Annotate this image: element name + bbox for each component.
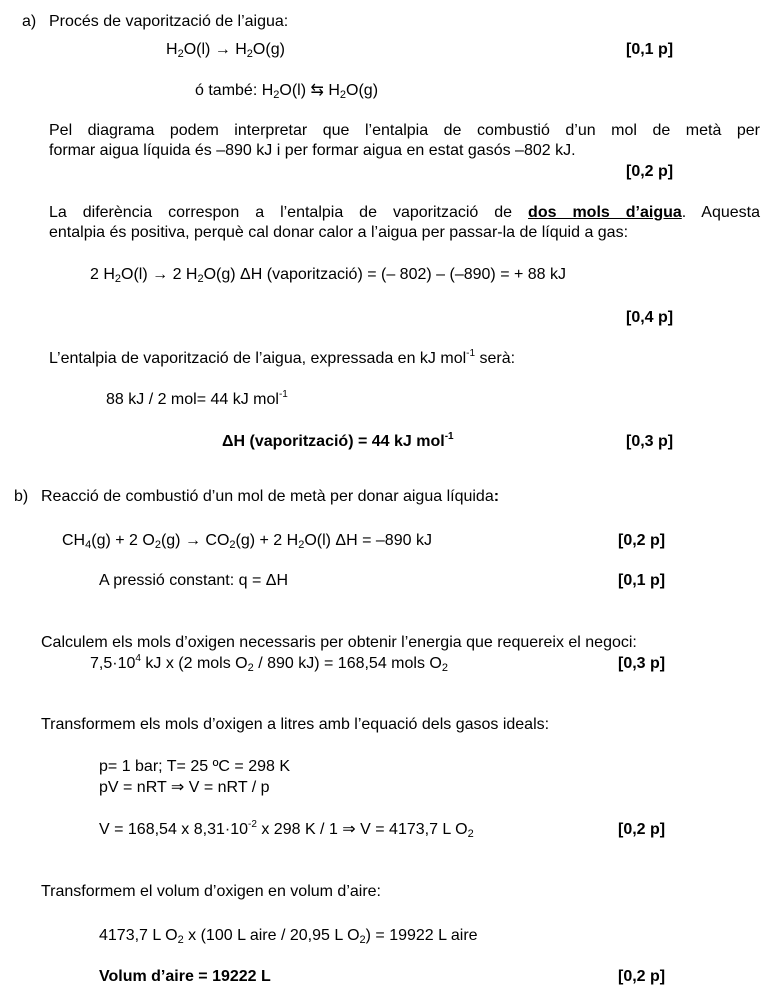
result-air-volume: Volum d’aire = 19222 L bbox=[99, 968, 271, 985]
points-badge: [0,3 p] bbox=[626, 433, 674, 450]
paragraph-line: Calculem els mols d’oxigen necessaris per obtenir l’energia que requereix el negoci: bbox=[41, 634, 637, 651]
paragraph-line: La diferència correspon a l’entalpia de vaporització de dos mols d’aigua. Aquesta bbox=[49, 204, 761, 221]
equation-vaporization-alt: ó també: $H_2O(l)$ ⇆ $H_2O(g)$ bbox=[195, 82, 379, 101]
section-a-heading: Procés de vaporització de l’aigua: bbox=[49, 13, 289, 30]
paragraph-line: Transformem els mols d’oxigen a litres amb l’equació dels gasos ideals: bbox=[41, 716, 550, 733]
ideal-gas-line: pV = nRT ⇒ V = nRT / p bbox=[99, 779, 270, 796]
section-b-heading: Reacció de combustió d’un mol de metà per donar aigua líquida: bbox=[41, 488, 500, 505]
paragraph-line: L’entalpia de vaporització de l’aigua, expressada en kJ mol$^{-1}$ serà: bbox=[49, 348, 516, 367]
paragraph-line: Pel diagrama podem interpretar que l’entalpia de combustió d’un mol de metà per bbox=[49, 122, 760, 139]
points-badge: [0,1 p] bbox=[618, 572, 666, 589]
underlined-term: dos mols d’aigua bbox=[528, 204, 682, 221]
section-a-label: a) bbox=[22, 13, 37, 30]
points-badge: [0,2 p] bbox=[618, 968, 666, 985]
equation-vaporization: $H_2O(l) \to H_2O(g)$ bbox=[166, 41, 285, 60]
points-badge: [0,2 p] bbox=[618, 821, 666, 838]
paragraph-line: entalpia és positiva, perquè cal donar calor a l’aigua per passar-la de líquid a gas: bbox=[49, 224, 629, 241]
equation-enthalpy-difference: 2 $H_2O(l) \to 2$ $H_2O(g)$ ΔH (vaporització) = (– 802) – (–890) = + 88 kJ bbox=[90, 266, 567, 285]
calculation-line: 88 kJ / 2 mol= 44 kJ mol$^{-1}$ bbox=[106, 389, 288, 408]
paragraph-line: formar aigua líquida és –890 kJ i per formar aigua en estat gasós –802 kJ. bbox=[49, 142, 576, 159]
pressure-line: A pressió constant: q = ΔH bbox=[99, 572, 289, 589]
equation-combustion: $CH_4(g) + 2$ $O_2(g) \to CO_2(g) + 2$ $H_2O(l) \Delta H = -890$ kJ bbox=[62, 532, 432, 551]
points-badge: [0,1 p] bbox=[626, 41, 674, 58]
calculation-volume: V = 168,54 x $8,31\cdot 10^{-2}$ x 298 K / 1 ⇒ V = 4173,7 L $O_2$ bbox=[99, 819, 474, 840]
conditions-line: p= 1 bar; T= 25 ºC = 298 K bbox=[99, 758, 291, 775]
calculation-air-volume: 4173,7 L $O_2$ x (100 L aire / 20,95 L $O_2) = 19922$ L aire bbox=[99, 927, 478, 946]
points-badge: [0,2 p] bbox=[626, 163, 674, 180]
paragraph-line: Transformem el volum d’oxigen en volum d’aire: bbox=[41, 883, 381, 900]
points-badge: [0,2 p] bbox=[618, 532, 666, 549]
points-badge: [0,4 p] bbox=[626, 309, 674, 326]
result-vaporization-enthalpy: ΔH (vaporització) = 44 kJ mol$^{-1}$ bbox=[222, 431, 454, 450]
section-b-label: b) bbox=[14, 488, 29, 505]
calculation-oxygen-moles: $7,5\cdot 10^4$ kJ x (2 mols $O_2 / 890$ kJ) = 168,54 mols $O_2$ bbox=[90, 653, 448, 674]
points-badge: [0,3 p] bbox=[618, 655, 666, 672]
